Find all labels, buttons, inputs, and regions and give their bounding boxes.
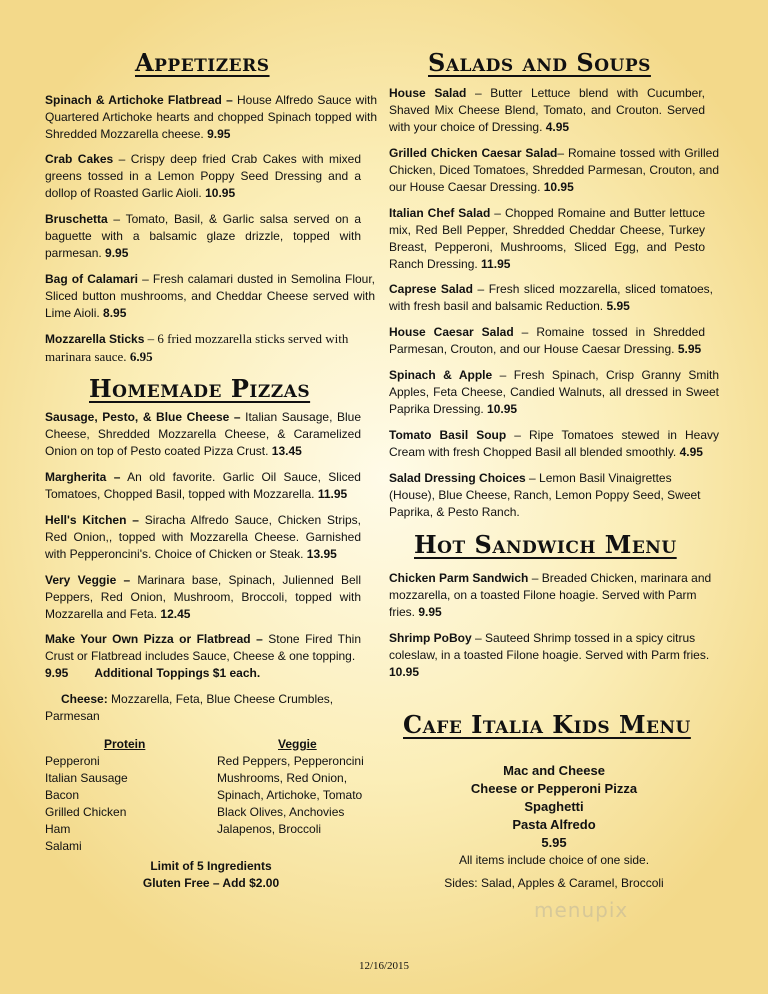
gluten-free-text: Gluten Free – Add $2.00 xyxy=(142,876,280,890)
menu-item xyxy=(389,85,705,136)
menu-item xyxy=(389,427,719,461)
item-price: 5.95 xyxy=(606,299,630,313)
item-desc: – Lemon Basil Vinaigrettes (House), Blue Cheese, Ranch, Lemon Poppy Seed, Sweet Paprika, & Pesto Ranch. xyxy=(389,471,701,519)
item-price: 13.45 xyxy=(271,444,302,458)
watermark: menupix xyxy=(534,898,629,922)
item-name: Caprese Salad xyxy=(389,282,473,296)
kids-title: Cafe Italia Kids Menu xyxy=(403,710,691,739)
item-price: 9.95 xyxy=(45,666,69,680)
menu-item xyxy=(45,409,361,460)
list-item: Black Olives, Anchovies xyxy=(217,805,345,819)
item-price: 11.95 xyxy=(481,257,511,271)
list-item: Bacon xyxy=(45,788,80,802)
item-desc: – Breaded Chicken, marinara and mozzarella, on a toasted Filone hoagie. Served with Parm fries. xyxy=(389,571,712,619)
list-item: Italian Sausage xyxy=(45,771,128,785)
item-name: Mozzarella Sticks xyxy=(45,332,145,346)
list-item: Salami xyxy=(45,839,82,853)
item-price: 5.95 xyxy=(677,342,702,356)
item-desc: – Fresh sliced mozzarella, sliced tomatoes, with fresh basil and balsamic Reduction. xyxy=(389,282,713,313)
item-name: Bag of Calamari xyxy=(45,272,138,286)
item-price: 10.95 xyxy=(205,186,236,200)
item-price: 9.95 xyxy=(207,127,231,141)
menu-item xyxy=(45,330,361,366)
kids-sides: Sides: Salad, Apples & Caramel, Broccoli xyxy=(444,876,664,890)
item-name: Grilled Chicken Caesar Salad xyxy=(389,146,558,160)
item-price: 11.95 xyxy=(317,487,348,501)
item-name: Make Your Own Pizza or Flatbread – xyxy=(45,632,263,646)
kids-item: Pasta Alfredo xyxy=(512,817,596,832)
item-desc: Siracha Alfredo Sauce, Chicken Strips, Red Onion,, topped with Mozzarella Cheese. Garnished with Pepperoncini's. Choice of Chicken or Steak. xyxy=(45,513,361,561)
list-item: Grilled Chicken xyxy=(45,805,127,819)
menu-item xyxy=(389,570,715,621)
item-name: Margherita – xyxy=(45,470,121,484)
menu-item xyxy=(389,324,705,358)
item-desc: Marinara base, Spinach, Julienned Bell Peppers, Red Onion, Mushroom, Broccoli, topped with Mozzarella and Feta. xyxy=(45,573,361,621)
list-item: Ham xyxy=(45,822,71,836)
item-name: Very Veggie – xyxy=(45,573,131,587)
item-desc: Italian Sausage, Blue Cheese, Shredded Mozzarella Cheese, & Caramelized Onion on top of Pesto coated Pizza Crust. xyxy=(45,410,361,458)
item-price: 10.95 xyxy=(487,402,518,416)
kids-price: 5.95 xyxy=(541,835,567,850)
item-desc: – Chopped Romaine and Butter lettuce mix, Red Bell Pepper, Shredded Cheddar Cheese, Turkey Breast, Pepperoni, Mushrooms, Sliced Egg, and Pesto Ranch Dressing. xyxy=(389,206,705,271)
list-item: Red Peppers, Pepperoncini xyxy=(217,754,364,768)
menu-item xyxy=(45,271,375,322)
item-name: Spinach & Artichoke Flatbread – xyxy=(45,93,233,107)
item-name: Bruschetta xyxy=(45,212,108,226)
item-desc: – Fresh calamari dusted in Semolina Flour, Sliced button mushrooms, and Cheddar Cheese served with Lime Aioli. xyxy=(45,272,375,320)
item-desc: – Tomato, Basil, & Garlic salsa served on a baguette with a balsamic glaze drizzle, topped with parmesan. xyxy=(45,212,361,260)
item-name: House Salad xyxy=(389,86,467,100)
item-name: Hell's Kitchen – xyxy=(45,513,139,527)
cheese-options xyxy=(45,691,361,725)
menu-item xyxy=(45,151,361,202)
sandwich-title: Hot Sandwich Menu xyxy=(414,530,677,559)
list-item: Spinach, Artichoke, Tomato xyxy=(217,788,363,802)
item-desc: – Sauteed Shrimp tossed in a spicy citrus coleslaw, in a toasted Filone hoagie. Served with Parm fries. xyxy=(389,631,710,662)
item-price: 13.95 xyxy=(306,547,337,561)
item-name: Spinach & Apple xyxy=(389,368,493,382)
menu-item xyxy=(45,572,361,623)
item-price: 9.95 xyxy=(418,605,442,619)
menu-item xyxy=(389,630,715,681)
cheese-list: Mozzarella, Feta, Blue Cheese Crumbles, Parmesan xyxy=(45,692,334,723)
item-desc: – Crispy deep fried Crab Cakes with mixed greens tossed in a Lemon Poppy Seed Dressing and a dollop of Roasted Garlic Aioli. xyxy=(45,152,361,200)
veggie-heading: Veggie xyxy=(278,737,317,751)
item-desc: – 6 fried mozzarella sticks served with marinara sauce. xyxy=(45,331,349,364)
cheese-label: Cheese: xyxy=(61,692,108,706)
kids-note: All items include choice of one side. xyxy=(458,853,650,867)
limit-note xyxy=(45,858,377,892)
limit-text: Limit of 5 Ingredients xyxy=(150,859,272,873)
item-price: 8.95 xyxy=(103,306,127,320)
menu-item xyxy=(389,367,719,418)
menu-item xyxy=(45,512,361,563)
list-item: Mushrooms, Red Onion, xyxy=(217,771,348,785)
date-footer: 12/16/2015 xyxy=(358,960,410,972)
item-desc: – Romaine tossed with Grilled Chicken, Diced Tomatoes, Shredded Parmesan, Crouton, and our House Caesar Dressing. xyxy=(389,146,719,194)
kids-item: Cheese or Pepperoni Pizza xyxy=(470,781,638,796)
item-desc: – Butter Lettuce blend with Cucumber, Shaved Mix Cheese Blend, Tomato, and Crouton. Served with your choice of Dressing. xyxy=(389,86,705,134)
appetizers-title: Appetizers xyxy=(135,48,270,77)
item-desc: Stone Fired Thin Crust or Flatbread includes Sauce, Cheese & one topping. xyxy=(45,632,362,663)
item-name: Salad Dressing Choices xyxy=(389,471,526,485)
item-price: 4.95 xyxy=(545,120,570,134)
menu-item xyxy=(389,281,713,315)
item-price: 4.95 xyxy=(679,445,703,459)
item-name: House Caesar Salad xyxy=(389,325,514,339)
protein-list xyxy=(45,753,128,855)
item-name: Chicken Parm Sandwich xyxy=(389,571,529,585)
item-price: 10.95 xyxy=(543,180,574,194)
kids-menu xyxy=(388,762,720,892)
kids-item: Spaghetti xyxy=(524,799,584,814)
protein-heading: Protein xyxy=(104,737,146,751)
kids-item: Mac and Cheese xyxy=(503,763,605,778)
menu-item xyxy=(389,145,719,196)
pizzas-title: Homemade Pizzas xyxy=(89,374,311,403)
item-price: 10.95 xyxy=(389,665,420,679)
item-desc: – Fresh Spinach, Crisp Granny Smith Apples, Feta Cheese, Candied Walnuts, all dressed in Sweet Paprika Dressing. xyxy=(389,368,719,416)
veggie-list xyxy=(217,753,364,838)
menu-item xyxy=(45,631,361,682)
item-extra: Additional Toppings $1 each. xyxy=(94,666,261,680)
list-item: Pepperoni xyxy=(45,754,100,768)
item-desc: House Alfredo Sauce with Quartered Artichoke hearts and chopped Spinach topped with Shredded Mozzarella cheese. xyxy=(45,93,378,141)
menu-item xyxy=(389,470,719,521)
item-name: Crab Cakes xyxy=(45,152,114,166)
item-price: 12.45 xyxy=(160,607,191,621)
list-item: Jalapenos, Broccoli xyxy=(217,822,322,836)
item-desc: An old favorite. Garlic Oil Sauce, Sliced Tomatoes, Chopped Basil, topped with Mozzarella. xyxy=(45,470,361,501)
item-price: 6.95 xyxy=(129,349,153,364)
menu-item xyxy=(45,211,361,262)
item-desc: – Romaine tossed in Shredded Parmesan, Crouton, and our House Caesar Dressing. xyxy=(389,325,706,356)
menu-item xyxy=(45,92,377,143)
item-name: Sausage, Pesto, & Blue Cheese – xyxy=(45,410,241,424)
item-name: Tomato Basil Soup xyxy=(389,428,507,442)
menu-item xyxy=(45,469,361,503)
item-name: Shrimp PoBoy xyxy=(389,631,472,645)
item-desc: – Ripe Tomatoes stewed in Heavy Cream with fresh Chopped Basil all blended smoothly. xyxy=(389,428,719,459)
menu-item xyxy=(389,205,705,273)
item-name: Italian Chef Salad xyxy=(389,206,491,220)
salads-title: Salads and Soups xyxy=(428,48,651,77)
item-price: 9.95 xyxy=(105,246,129,260)
